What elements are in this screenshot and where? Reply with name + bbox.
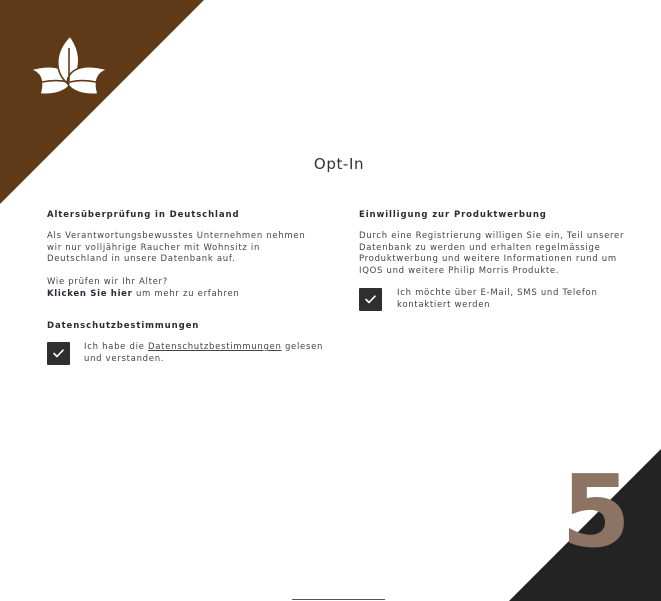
privacy-heading: Datenschutzbestimmungen — [47, 321, 200, 331]
age-check-line: wir nur volljährige Raucher mit Wohnsitz in — [47, 242, 261, 253]
age-check-link-line — [47, 289, 240, 301]
age-check-link[interactable]: Klicken Sie hier — [47, 288, 133, 299]
marketing-label-line: kontaktiert werden — [397, 299, 491, 310]
marketing-label-line: Ich möchte über E-Mail, SMS und Telefon — [397, 288, 598, 298]
privacy-checkbox[interactable] — [47, 342, 70, 365]
marketing-line: Durch eine Registrierung willigen Sie ein, Teil unserer — [359, 231, 625, 241]
age-check-info — [47, 277, 240, 300]
marketing-checkbox-label — [397, 288, 598, 311]
marketing-checkbox[interactable] — [359, 288, 382, 311]
marketing-text — [359, 231, 624, 277]
privacy-policy-link[interactable]: Datenschutzbestimmungen — [147, 342, 282, 352]
age-check-question: Wie prüfen wir Ihr Alter? — [47, 277, 168, 287]
privacy-label-line: und verstanden. — [84, 353, 165, 364]
check-icon — [365, 295, 376, 304]
age-check-line: Deutschland in unsere Datenbank auf. — [47, 254, 236, 264]
privacy-label-line — [84, 342, 323, 354]
bottom-divider — [292, 599, 385, 600]
privacy-label-suffix: gelesen — [281, 342, 324, 352]
step-number: 5 — [561, 453, 631, 570]
marketing-heading: Einwilligung zur Produktwerbung — [359, 210, 547, 220]
page-title: Opt-In — [313, 155, 365, 173]
privacy-checkbox-label — [84, 342, 323, 365]
check-icon — [53, 349, 64, 358]
privacy-label-prefix: Ich habe die — [84, 342, 148, 352]
age-check-text — [47, 231, 305, 266]
marketing-line: Produktwerbung und weitere Informationen rund um — [359, 254, 617, 264]
marketing-line: Datenbank zu werden und erhalten regelmässige — [359, 242, 601, 253]
brown-corner-triangle — [0, 0, 204, 204]
age-check-heading: Altersüberprüfung in Deutschland — [47, 210, 240, 220]
age-check-link-suffix: um mehr zu erfahren — [132, 288, 240, 299]
marketing-line: IQOS und weitere Philip Morris Produkte. — [359, 265, 560, 276]
age-check-line: Als Verantwortungsbewusstes Unternehmen nehmen — [47, 231, 306, 241]
